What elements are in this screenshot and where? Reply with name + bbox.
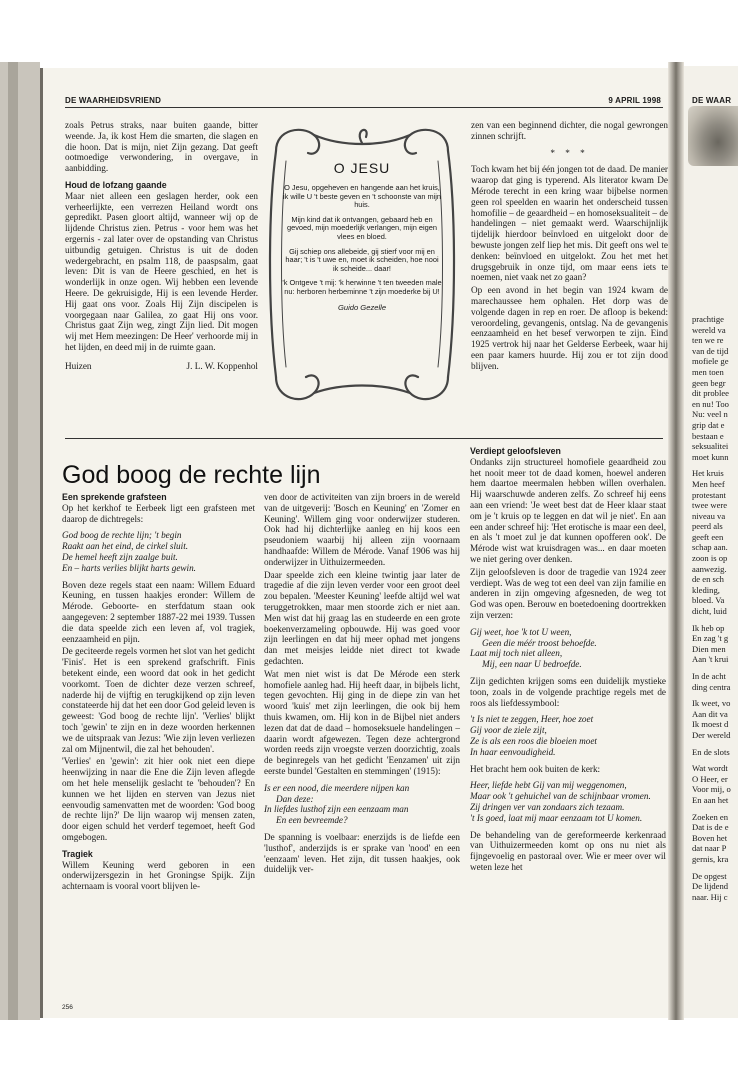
next-page-line: de en sch bbox=[692, 574, 724, 585]
next-page-line: dit problee bbox=[692, 388, 729, 399]
next-page-line: geeft een bbox=[692, 531, 724, 542]
next-page-line: En aan het bbox=[692, 794, 729, 805]
next-page-line: Zoeken en bbox=[692, 811, 729, 822]
next-page-line: bestaan e bbox=[692, 430, 724, 441]
poem-title: O JESU bbox=[333, 160, 391, 176]
poem-line: Mij, een naar U bedroefde. bbox=[482, 659, 582, 670]
next-page-line: mofiele ge bbox=[692, 356, 729, 367]
paragraph: Wat men niet wist is dat De Mérode een sterk homofiele aanleg had. Hij heeft daar, in bijbels licht, tegen gevochten. Hij ging in de diepe zin van het woord 'kuis' met zijn leerlingen, die ook bij hem thuis kwamen, om. Hij kon in de Bijbel niet anders lezen dat dat de daad – homoseksuele handelingen – daarin wordt afgewezen. Tegen deze achtergrond worden reeds zijn vroegste verzen doorzichtig, zoals de beginregels van het gedicht 'Eenzamen' uit zijn eerste bundel 'Gestalten en stemmingen' (1915): bbox=[264, 668, 460, 776]
next-page-line: en nu! Too bbox=[692, 398, 729, 409]
next-page-line: prachtige bbox=[692, 314, 724, 324]
poem-line: Dan deze: bbox=[276, 793, 314, 804]
poem-line: Zij dringen ver van zondaars zich tezaam. bbox=[470, 801, 625, 812]
poem-line: Geen die méér troost behoefde. bbox=[482, 637, 597, 648]
top-right-article bbox=[471, 120, 668, 374]
next-page-line: Dien men bbox=[692, 643, 726, 654]
next-page-line: twee were bbox=[692, 500, 728, 511]
paragraph: zen van een beginnend dichter, die nogal gewrongen zinnen schrijft. bbox=[471, 120, 668, 141]
next-page bbox=[684, 66, 738, 1018]
next-page-line: In de acht bbox=[692, 671, 726, 681]
paragraph: Zijn gedichten krijgen soms een duidelijk mystieke toon, zoals in de volgende prachtige regels met de roos als liefdessymbool: bbox=[470, 675, 666, 708]
next-page-line: Voor mij, o bbox=[692, 784, 731, 795]
article-column-2 bbox=[264, 492, 460, 877]
paragraph: Boven deze regels staat een naam: Willem Eduard Keuning, en tussen haakjes eronder: Willem de Mérode. Geboorte- en sterfdatum staan ook aangegeven: 2 september 1887-22 mei 1939. Tussen die data speelde zich een leven af, vol tragiek, eenzaamheid en pijn. bbox=[62, 579, 255, 644]
header-rule bbox=[65, 107, 663, 108]
article-column-1 bbox=[62, 492, 255, 894]
top-left-article bbox=[65, 120, 258, 372]
next-page-line: wereld va bbox=[692, 324, 726, 335]
next-page-line: ten we re bbox=[692, 335, 724, 346]
next-page-text bbox=[692, 314, 731, 902]
next-page-title: DE WAAR bbox=[692, 96, 732, 105]
next-page-line: niveau va bbox=[692, 510, 726, 521]
paragraph: Daar speelde zich een kleine twintig jaar later de tragedie af die zijn leven verder voor een groot deel zou bepalen. 'Meester Keuning' leefde altijd wel wat teruggetrokken, maar men stoorde zich er niet aan. Men wist dat hij graag las en studeerde en een grote boekenverzameling opbouwde. Hij was goed voor zijn leerlingen en dat hij meer ophad met jongens dan met meisjes leidde niet direct tot kwade gedachten. bbox=[264, 569, 460, 666]
poem-line: Ze is als een roos die bloeien moet bbox=[470, 735, 597, 746]
next-page-line: Aan 't krui bbox=[692, 654, 729, 665]
subheading: Tragiek bbox=[62, 848, 93, 859]
next-page-line: De lijdend bbox=[692, 881, 729, 892]
next-page-line: De opgest bbox=[692, 870, 727, 881]
next-page-line: moet kunn bbox=[692, 451, 729, 462]
next-page-line: kleding, bbox=[692, 584, 720, 595]
next-page-line: Wat wordt bbox=[692, 763, 728, 774]
subheading: Verdiept geloofsleven bbox=[470, 446, 561, 456]
verse bbox=[470, 714, 666, 757]
paragraph: De behandeling van de gereformeerde kerkenraad van Uithuizermeeden komt op ons nu niet als fijngevoelig en pastoraal over. Wie er meer over wil weten leze het bbox=[470, 829, 666, 872]
poem-line: Laat mij toch niet alleen, bbox=[470, 648, 563, 659]
book-binding-shadow bbox=[8, 62, 18, 1020]
magazine-title: DE WAARHEIDSVRIEND bbox=[65, 96, 162, 105]
next-page-line: van de tijd bbox=[692, 345, 729, 356]
poem-line: Gij weet, hoe 'k tot U ween, bbox=[470, 626, 572, 637]
next-page-line: geen begr bbox=[692, 377, 726, 388]
paragraph: Op het kerkhof te Eerbeek ligt een grafsteen met daarop de dichtregels: bbox=[62, 502, 255, 524]
verse bbox=[470, 627, 666, 670]
poem-line: 't Is niet te zeggen, Heer, hoe zoet bbox=[470, 714, 594, 725]
poem-author: Guido Gezelle bbox=[337, 302, 387, 312]
book-gutter bbox=[668, 62, 684, 1020]
paragraph: Op een avond in het begin van 1924 kwam de marechaussee hem ophalen. Het dorp was de volgende dagen in rep en roer. De afloop is bekend: veroordeling, gevangenis, ontslag. Na de gevangenis eenzaamheid en het besef verworpen te zijn. Eind 1925 vertrok hij naar het Gelderse Eerbeek, waar hij een paar kamers huurde. Hij zou er tot zijn dood blijven. bbox=[471, 285, 668, 371]
poem-line: In liefdes lusthof zijn een eenzaam man bbox=[264, 804, 409, 815]
next-page-line: zoon is op bbox=[692, 553, 728, 564]
next-page-line: dat naar P bbox=[692, 843, 727, 854]
article-headline: God boog de rechte lijn bbox=[62, 461, 321, 489]
article-column-3 bbox=[470, 446, 666, 875]
paragraph: zoals Petrus straks, naar buiten gaande, bitter weende. Ja, ik kost Hem die smarten, die slagen en die hoon. Dat is mijn, niet Zijn gezang. Dat geeft ootmoedige verwondering, in overgave, in aanbidding. bbox=[65, 120, 258, 174]
next-page-line: grip dat e bbox=[692, 419, 725, 430]
poem-line: En een bevreemde? bbox=[276, 815, 348, 826]
next-page-line: O Heer, er bbox=[692, 773, 728, 784]
poem-line: Gij voor de ziele zijt, bbox=[470, 725, 547, 736]
next-page-line: Het kruis bbox=[692, 468, 724, 479]
subheading: Een sprekende grafsteen bbox=[62, 492, 167, 502]
next-page-line: Men heef bbox=[692, 478, 725, 489]
paragraph: ven door de activiteiten van zijn broers in de wereld van de uitgeverij: 'Bosch en Keuning' en 'Zomer en Keuning'. Willem ging voor onderwijzer studeren. Ook had hij dichterlijke aanleg en hij koos een pseudoniem waarbij hij alleen zijn voornaam handhaafde: Willem de Mérode. Vanaf 1906 was hij onderwijzer in Uithuizermeeden. bbox=[264, 492, 460, 567]
next-page-line: Aan dit va bbox=[692, 708, 728, 719]
issue-date: 9 APRIL 1998 bbox=[608, 96, 661, 105]
section-rule bbox=[65, 438, 663, 439]
next-page-line: Dat is de e bbox=[692, 822, 729, 833]
paragraph: De geciteerde regels vormen het slot van het gedicht 'Finis'. Het is een sprekend grafschrift. Finis betekent einde, een woord dat ook in het gedicht voorkomt. Toen de dichter deze verzen schreef, naderde hij de vijftig en terugkijkend op zijn leven constateerde hij dat het een door God geleid leven is geweest: 'God boog de rechte lijn'. 'Verlies' blijkt toch 'gewin' te zijn en in deze woorden herkennen we de uitspraak van Jezus: 'Wie zijn leven verliezen zal om Mijnentwil, die zal het behouden'. bbox=[62, 646, 255, 754]
paragraph: De spanning is voelbaar: enerzijds is de liefde een 'lusthof', anderzijds is er sprake van 'nood' en een 'eenzaam' leven. Het zijn, dit tussen haakjes, ook duidelijk ver- bbox=[264, 831, 460, 875]
next-page-line: protestant bbox=[692, 489, 726, 500]
poem-stanza: O Jesu, opgeheven en hangende aan het kruis, ik wille U 't beste geven en 't schoonste van mijn huis. bbox=[282, 183, 442, 210]
poem-line: In haar eenvoudigheid. bbox=[470, 746, 556, 757]
next-page-line: men toen bbox=[692, 366, 724, 377]
page-number: 256 bbox=[62, 1004, 73, 1011]
next-page-line: naar. Hij c bbox=[692, 891, 728, 902]
next-page-line: En zag 't g bbox=[692, 633, 729, 644]
next-page-line: seksualitei bbox=[692, 441, 729, 452]
next-page-line: gernis, kra bbox=[692, 853, 729, 864]
next-page-line: schap aan. bbox=[692, 542, 728, 553]
paragraph: 'Verlies' en 'gewin': zit hier ook niet een diepe heenwijzing in naar die Ene die Zijn leven aflegde om het hele menselijk geslacht te 'behouden'? En kunnen we het lijden en sterven van Jezus niet eenvoudig samenvatten met de woorden: 'God boog de rechte lijn?' De lijn waarop wij mensen zaten, door eigen schuld het verderf tegemoet, heeft God omgebogen. bbox=[62, 756, 255, 842]
subheading: Houd de lofzang gaande bbox=[65, 179, 167, 190]
poem-stanza: Gij schiep ons allebeide, gij stierf voor mij en haar; 't is 't uwe en, moet ik scheiden, hoe nooi ik scheide... daar! bbox=[285, 246, 439, 273]
paragraph: Het bracht hem ook buiten de kerk: bbox=[470, 763, 601, 774]
next-page-line: Nu: veel n bbox=[692, 409, 728, 420]
poem-line: 't Is goed, laat mij maar eenzaam tot U komen. bbox=[470, 812, 643, 823]
eenzamen-poem bbox=[264, 783, 460, 826]
paragraph: Maar niet alleen een geslagen herder, ook een verheerlijkte, een verrezen Heiland wordt ons gepredikt. Pasen gloort altijd, wanneer wij op de lijdende Christus zien. Petrus - voor hem was het ergernis - zal later over de opstanding van Christus uitbundig getuigen. Christus is uit de doden wedergebracht, en psalm 118, de paaspsalm, gaat leven: Dit is van de Heere geschied, en het is wonderlijk in onze ogen. Wij hebben een levende Heere. De gekruisigde, Hij is een levende Herder. Hij gaat ons voor. Zoals Hij Zijn discipelen is voorgegaan naar Galilea, zo gaat Hij ons voor. Christus gaat Zijn weg, zingt Zijn lied. Dit mogen wij met Hem meezingen: De Heer' verhoorde mij in het lijden, en deed mij in de ruimte gaan. bbox=[65, 190, 258, 352]
poem-line: Heer, liefde hebt Gij van mij weggenomen, bbox=[470, 780, 627, 791]
paragraph: Toch kwam het bij één jongen tot de daad. De manier waarop dat ging is typerend. Als literator kwam De Mérode terecht in een kring waar bijbelse normen geen rol speelden en waarin het onderscheid tussen homofilie – de geaardheid – en homoseksualiteit – de handelingen – niet gemaakt werd. Waarschijnlijk tijdelijk hierdoor beïnvloed en uitgelokt door de bewuste jongen zelf liep het mis. Dit geeft ons wel te denken: beïnvloed en uitgelokt. Zou het met het drugsgebruik in onze tijd, om maar eens iets te noemen, niet vaak net zo gaan? bbox=[471, 164, 668, 283]
poem-line: Raakt aan het eind, de cirkel sluit. bbox=[62, 541, 189, 552]
poem-stanza: Mijn kind dat ik ontvangen, gebaard heb en gevoed, mijn moederlijk verlangen, mijn eigen vlees en bloed. bbox=[287, 214, 437, 241]
next-page-line: Ik heb op bbox=[692, 622, 725, 633]
separator: * * * bbox=[550, 147, 589, 158]
poem-line: God boog de rechte lijn; 't begin bbox=[62, 530, 182, 541]
signature-author: J. L. W. Koppenhol bbox=[186, 360, 258, 371]
next-page-line: bloed. Va bbox=[692, 595, 725, 606]
next-page-line: dicht, luid bbox=[692, 606, 727, 617]
signature-place: Huizen bbox=[65, 360, 92, 371]
paragraph: Willem Keuning werd geboren in een onderwijzersgezin in het Groningse Spijk. Zijn achternaam is vooral voort blijven le- bbox=[62, 859, 255, 892]
poem-line: Is er een nood, die meerdere nijpen kan bbox=[264, 782, 410, 793]
next-page-line: Ik moest d bbox=[692, 719, 729, 730]
next-page-line: Der wereld bbox=[692, 729, 731, 740]
next-page-line: En de slots bbox=[692, 746, 730, 757]
next-page-line: Boven het bbox=[692, 832, 728, 843]
gravestone-poem bbox=[62, 530, 255, 573]
next-page-line: Ik weet, vo bbox=[692, 698, 731, 709]
poem-line: De hemel heeft zijn zaalge buit. bbox=[62, 551, 178, 562]
next-page-photo bbox=[688, 106, 738, 166]
verse bbox=[470, 780, 666, 823]
poem-line: Maar ook 't gehuichel van de schijnbaar vromen. bbox=[470, 791, 651, 802]
paragraph: Ondanks zijn structureel homofiele geaardheid zou het nooit meer tot de daad komen, hoewel anderen hem daartoe meermalen hebben willen overhalen. Hij waarschuwde anderen zelfs. Zo schreef hij eens aan een vriend: 'Je weet best dat de Heer klaar staat om je 't kruis op te leggen en dat wil je niet'. En aan een ander schreef hij: 'Het erotische is maar een deel, en als 't moet zul je dat kunnen opofferen ook'. De Mérode wist wat kruisdragen was... en daar moeten we niet gering over denken. bbox=[470, 456, 666, 564]
next-page-line: peerd als bbox=[692, 521, 723, 532]
book-binding bbox=[0, 62, 40, 1020]
signature-line bbox=[65, 361, 258, 372]
next-page-line: ding centra bbox=[692, 681, 731, 692]
poem-stanza: 'k Ontgeve 't mij: 'k herwinne 't ten tweeden male nu: herboren herbeminne 't zijn moederke bij U! bbox=[282, 278, 442, 296]
paragraph: Zijn geloofsleven is door de tragedie van 1924 zeer verdiept. Was de weg tot een deel van zijn familie en anderen in zijn omgeving afgesneden, de weg tot God was open. Berouw en boetedoening doortrekken zijn verzen: bbox=[470, 566, 666, 620]
poem-line: En – harts verlies blijkt harts gewin. bbox=[62, 562, 196, 573]
poem-box bbox=[282, 160, 442, 312]
next-page-line: aanwezig. bbox=[692, 563, 727, 574]
